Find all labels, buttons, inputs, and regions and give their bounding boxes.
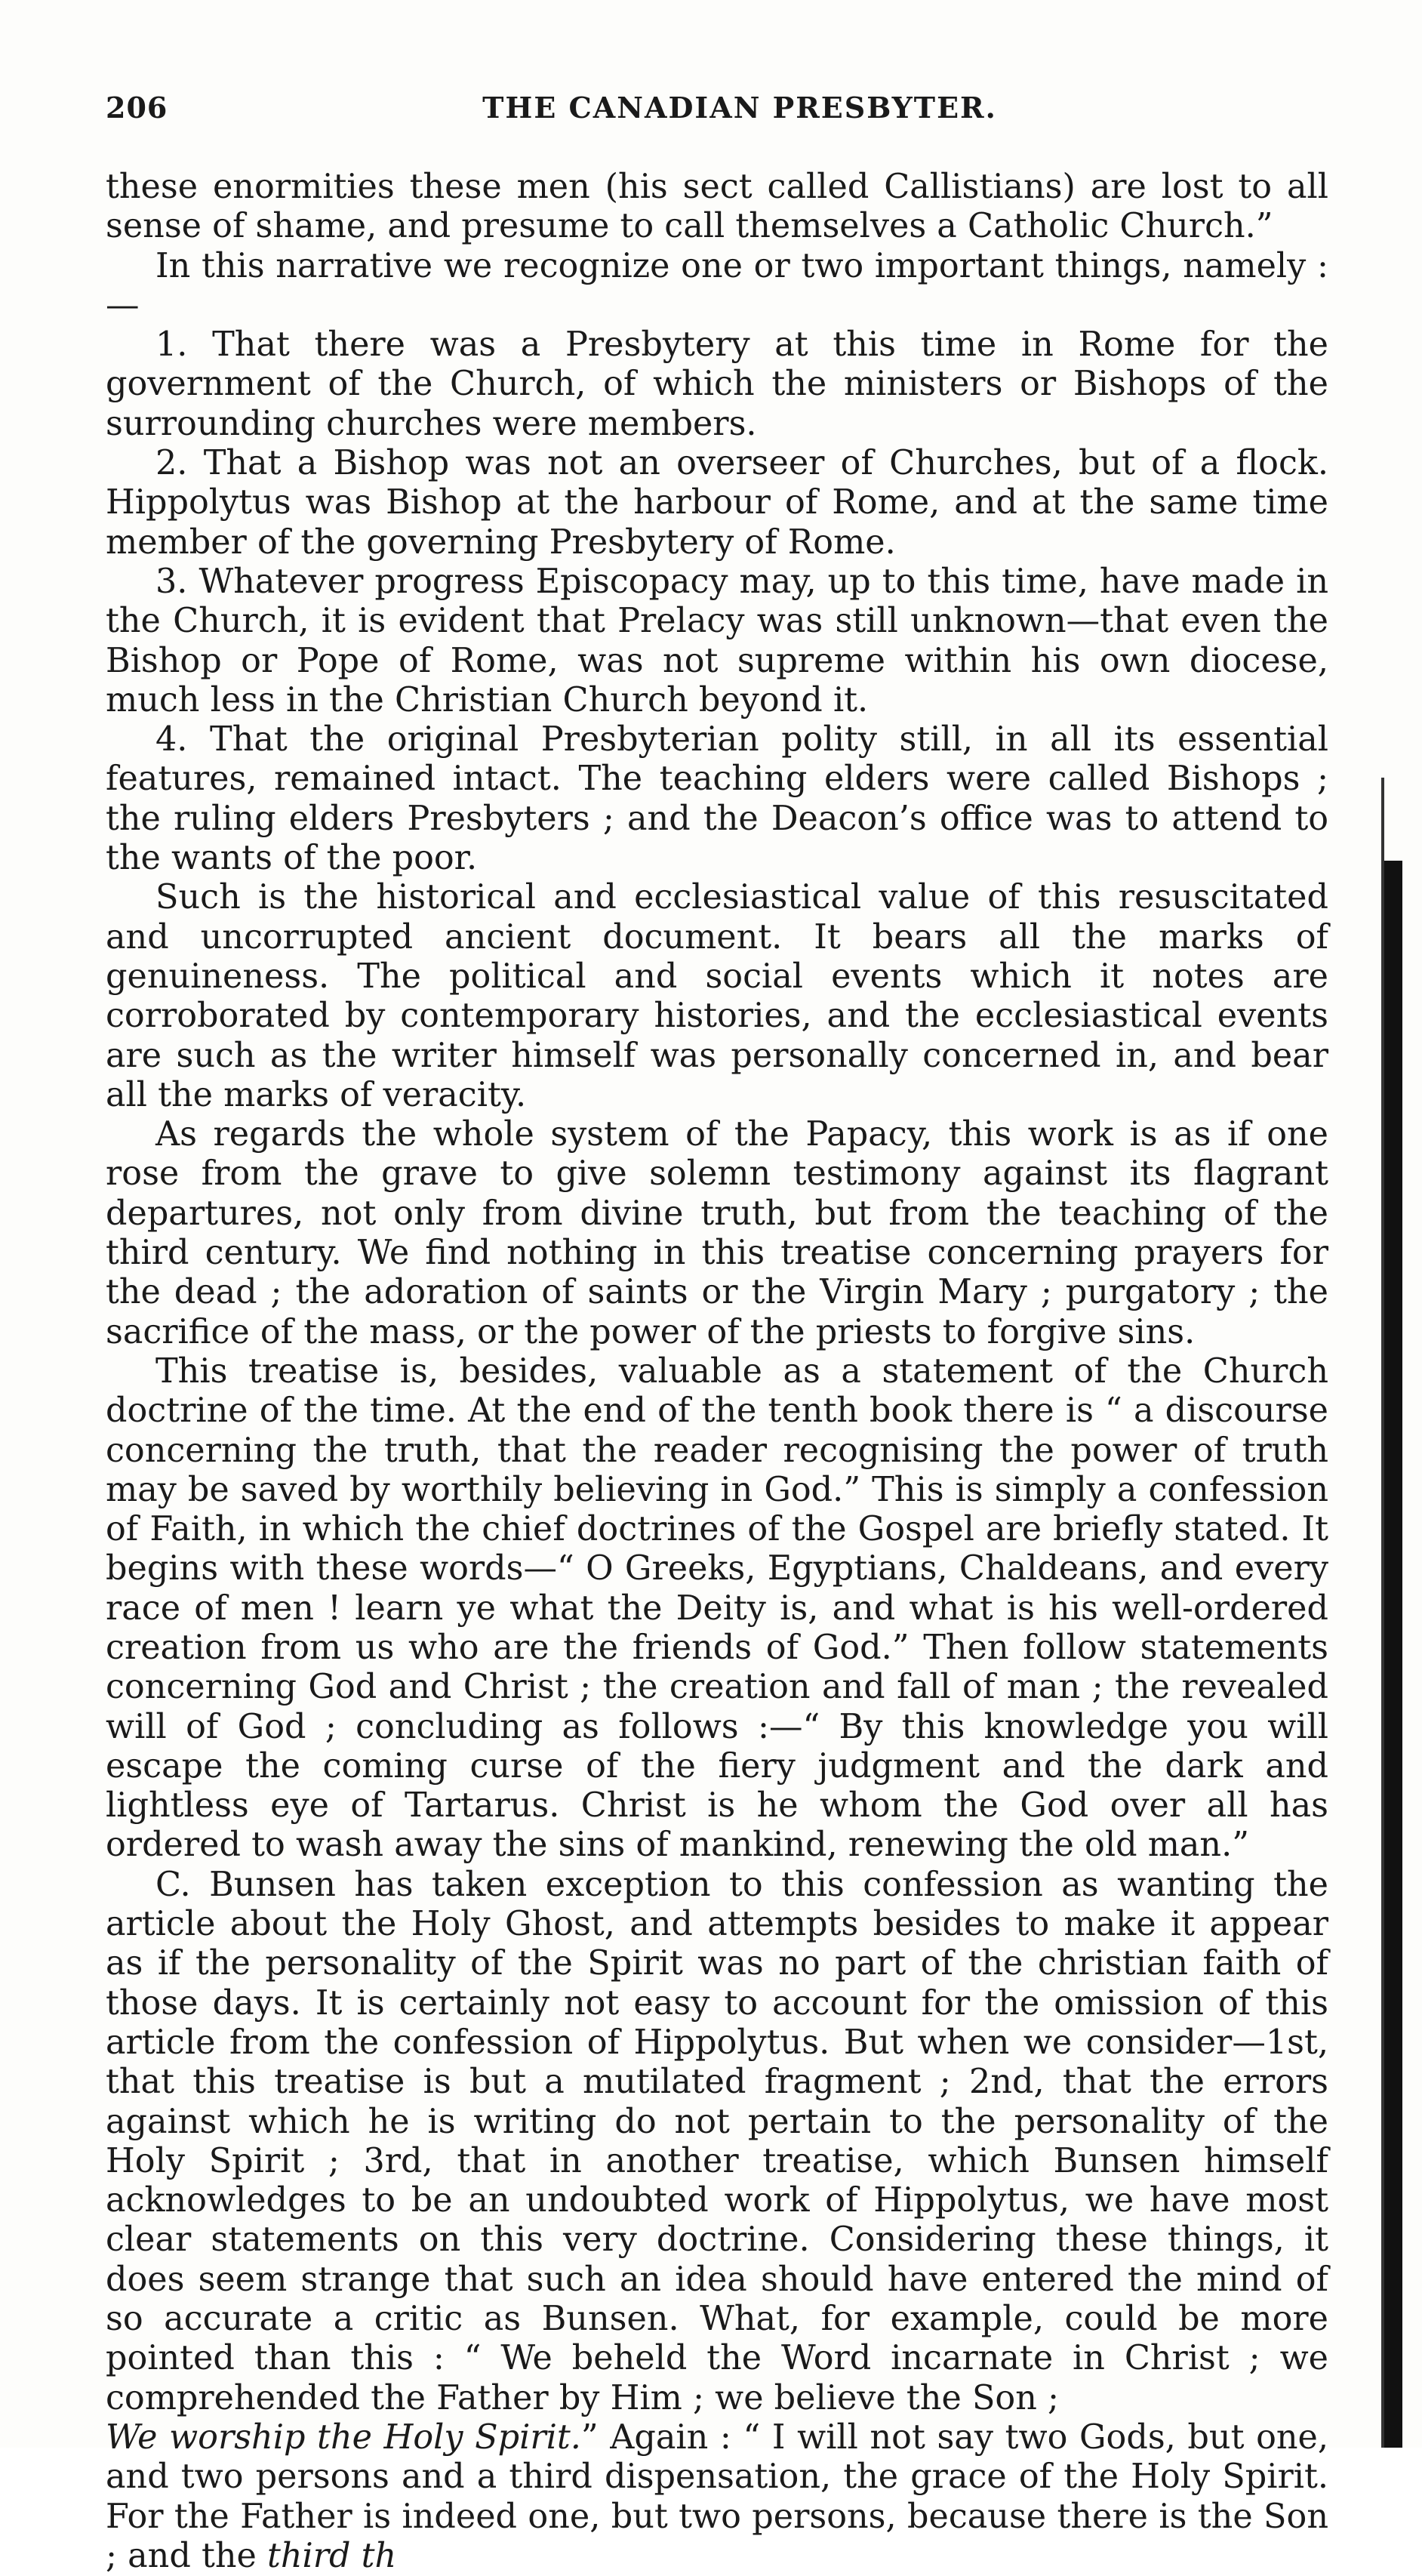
binding-shadow <box>1384 861 1402 2448</box>
page-header <box>106 91 1328 136</box>
running-title: THE CANADIAN PRESBYTER. <box>482 91 997 125</box>
italic-phrase: third th <box>266 2536 397 2575</box>
paragraph: In this narrative we recognize one or two important things, namely :— <box>106 246 1328 325</box>
paragraph: This treatise is, besides, valuable as a statement of the Church doctrine of the time. At the end of the tenth book there is “ a discourse concerning the truth, that the reader recognising the power of truth may be saved by worthily believing in God.” This is simply a confession of Faith, in which the chief doctrines of the Gospel are briefly stated. It begins with these words—“ O Greeks, Egyptians, Chaldeans, and every race of men ! learn ye what the Deity is, and what is his well-ordered creation from us who are the friends of God.” Then follow statements concerning God and Christ ; the creation and fall of man ; the revealed will of God ; concluding as follows :—“ By this knowledge you will escape the coming curse of the fiery judgment and the dark and lightless eye of Tartarus. Christ is he whom the God over all has ordered to wash away the sins of mankind, renewing the old man.” <box>106 1351 1328 1865</box>
paragraph-text: ” Again : “ I will not say two Gods, but one, and two persons and a third dispensation, the grace of the Holy Spirit. For the Father is indeed one, but two persons, because there is the Son ; and the <box>106 2417 1328 2575</box>
body-text <box>106 168 1328 2576</box>
paragraph: 1. That there was a Presbytery at this time in Rome for the government of the Church, of which the ministers or Bishops of the surrounding churches were members. <box>106 325 1328 443</box>
paragraph: C. Bunsen has taken exception to this confession as wanting the article about the Holy Ghost, and attempts besides to make it appear as if the personality of the Spirit was no part of the christian faith of those days. It is certainly not easy to account for the omission of this article from the confession of Hippolytus. But when we consider—1st, that this treatise is but a mutilated fragment ; 2nd, that the errors against which he is writing do not pertain to the personality of the Holy Spirit ; 3rd, that in another treatise, which Bunsen himself acknowledges to be an undoubted work of Hippolytus, we have most clear statements on this very doctrine. Considering these things, it does seem strange that such an idea should have entered the mind of so accurate a critic as Bunsen. What, for example, could be more pointed than this : “ We beheld the Word incarnate in Christ ; we comprehended the Father by Him ; we believe the Son ; <box>106 1865 1328 2417</box>
paragraph: Such is the historical and ecclesiastical value of this resuscitated and uncorrupted ancient document. It bears all the marks of genuineness. The political and social events which it notes are corroborated by contemporary histories, and the ecclesiastical events are such as the writer himself was personally concerned in, and bear all the marks of veracity. <box>106 878 1328 1114</box>
paragraph: these enormities these men (his sect called Callistians) are lost to all sense of shame, and presume to call themselves a Catholic Church.” <box>106 168 1328 246</box>
paragraph: 3. Whatever progress Episcopacy may, up to this time, have made in the Church, it is evident that Prelacy was still unknown—that even the Bishop or Pope of Rome, was not supreme within his own diocese, much less in the Christian Church beyond it. <box>106 562 1328 719</box>
page-number: 206 <box>106 91 168 125</box>
paragraph: 4. That the original Presbyterian polity still, in all its essential features, remained intact. The teaching elders were called Bishops ; the ruling elders Presbyters ; and the Deacon’s office was to attend to the wants of the poor. <box>106 720 1328 878</box>
italic-phrase: We worship the Holy Spirit. <box>106 2417 581 2457</box>
paragraph: 2. That a Bishop was not an overseer of Churches, but of a flock. Hippolytus was Bishop at the harbour of Rome, and at the same time member of the governing Presbytery of Rome. <box>106 444 1328 562</box>
paragraph-final <box>106 2418 1328 2576</box>
paragraph: As regards the whole system of the Papacy, this work is as if one rose from the grave to give solemn testimony against its flagrant departures, not only from divine truth, but from the teaching of the third century. We find nothing in this treatise concerning prayers for the dead ; the adoration of saints or the Virgin Mary ; purgatory ; the sacrifice of the mass, or the power of the priests to forgive sins. <box>106 1115 1328 1351</box>
